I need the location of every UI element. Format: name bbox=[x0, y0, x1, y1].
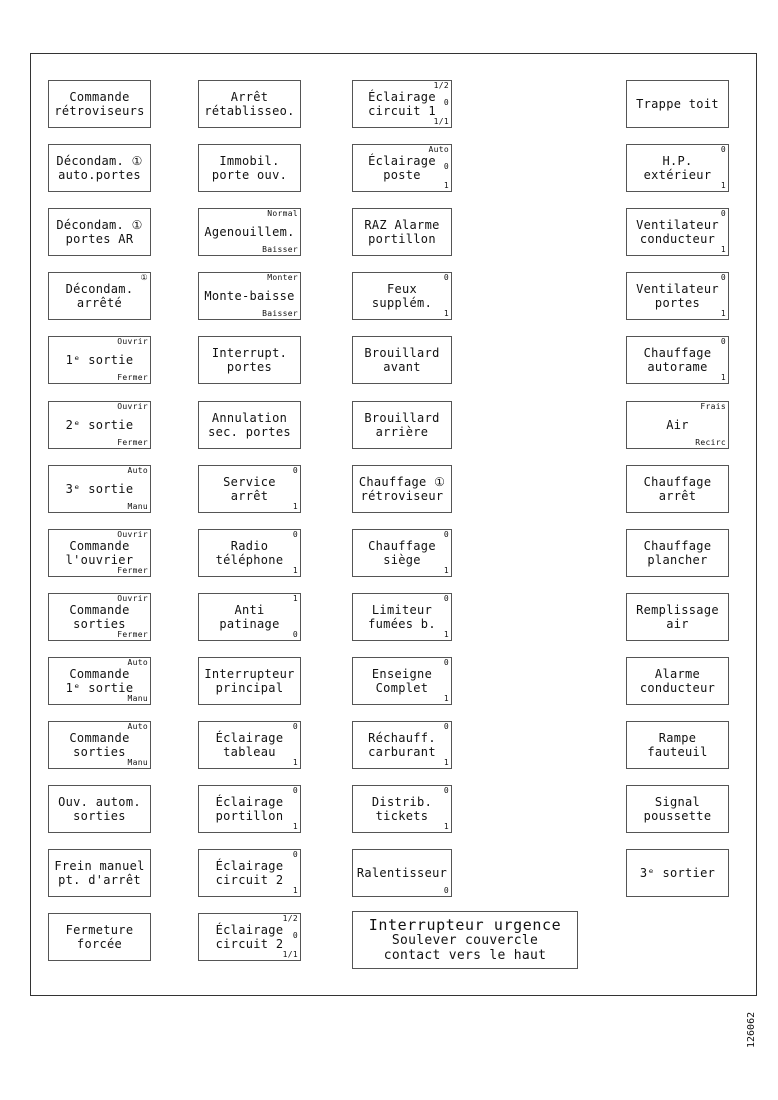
switch-position-top: 0 bbox=[292, 465, 298, 475]
switch-distrib-tickets[interactable] bbox=[352, 785, 452, 833]
switch-position-top: 0 bbox=[443, 593, 449, 603]
switch-position-bottom: Fermer bbox=[117, 565, 148, 575]
switch-label-line2: avant bbox=[383, 360, 421, 375]
switch-label-line2: porte ouv. bbox=[211, 168, 288, 183]
switch-chauffage-autorame[interactable] bbox=[626, 336, 729, 384]
switch-label-line2: portillon bbox=[368, 232, 436, 247]
switch-label-line2: rétablisseo. bbox=[204, 104, 295, 118]
switch-3-sortier[interactable] bbox=[626, 849, 729, 897]
switch-label-line1: Air bbox=[666, 417, 689, 432]
switch-label-line2: autorame bbox=[647, 360, 708, 375]
switch-label-line2: sorties bbox=[73, 745, 126, 759]
switch-position-bottom: 1 bbox=[720, 309, 726, 319]
switch-position-top: 0 bbox=[292, 722, 298, 731]
switch-eclairage-portillon[interactable] bbox=[198, 785, 301, 833]
switch-1-sortie[interactable] bbox=[48, 336, 151, 384]
switch-position-bottom: Manu bbox=[127, 758, 148, 767]
switch-label-line2: l'ouvrier bbox=[65, 552, 134, 567]
switch-rampe-fauteuil[interactable] bbox=[626, 721, 729, 769]
switch-label-line1: Remplissage bbox=[636, 602, 719, 617]
switch-label-line1: Service bbox=[223, 474, 276, 489]
switch-position-bottom: Fermer bbox=[117, 373, 148, 383]
switch-label-line1: Chauffage ① bbox=[358, 474, 446, 489]
switch-annulation-sec-portes[interactable] bbox=[198, 401, 301, 449]
switch-ventilateur-portes[interactable] bbox=[626, 272, 729, 320]
switch-position-bottom: 0 bbox=[443, 886, 449, 896]
switch-label-line1: Interrupteur bbox=[204, 666, 295, 681]
switch-label-line1: Enseigne bbox=[371, 666, 433, 681]
switch-label-line1: Trappe toit bbox=[636, 97, 719, 111]
switch-decondam-arrete[interactable] bbox=[48, 272, 151, 320]
switch-position-bottom: 1 bbox=[443, 822, 449, 832]
switch-label-line2: extérieur bbox=[643, 168, 712, 183]
switch-position-bottom: Fermer bbox=[117, 437, 148, 447]
switch-label-line2: carburant bbox=[368, 745, 436, 759]
switch-label-line1: 3ᵉ sortie bbox=[65, 481, 134, 496]
switch-label-line1: Commande bbox=[69, 666, 130, 681]
switch-label-line1: Réchauff. bbox=[368, 731, 436, 745]
switch-label-line1: Brouillard bbox=[364, 346, 440, 361]
switch-rechauff-carburant[interactable] bbox=[352, 721, 452, 769]
switch-fermeture-forcee[interactable] bbox=[48, 913, 151, 961]
emergency-switch-instruction-2: contact vers le haut bbox=[383, 947, 547, 963]
switch-position-bottom: 1 bbox=[292, 886, 298, 896]
switch-alarme-conducteur[interactable] bbox=[626, 657, 729, 705]
switch-label-line1: Décondam. ① bbox=[56, 218, 143, 233]
switch-position-bottom: 1 bbox=[720, 245, 726, 255]
switch-label-line1: Annulation bbox=[211, 410, 288, 425]
switch-label-line2: sec. portes bbox=[208, 424, 291, 439]
switch-position-bottom: Baisser bbox=[262, 245, 298, 255]
switch-label-line1: Commande bbox=[69, 90, 130, 104]
switch-label-line1: Éclairage bbox=[215, 859, 284, 874]
switch-label-line2: fumées b. bbox=[368, 616, 436, 631]
switch-label-line2: auto.portes bbox=[58, 168, 141, 183]
switch-label-line2: arrêté bbox=[76, 296, 123, 311]
switch-label-line2: principal bbox=[215, 680, 284, 695]
switch-interrupt-portes[interactable] bbox=[198, 336, 301, 384]
switch-label-line2: supplém. bbox=[371, 296, 433, 311]
switch-label-line2: arrêt bbox=[658, 488, 697, 503]
switch-anti-patinage[interactable] bbox=[198, 593, 301, 641]
switch-position-bottom: 1 bbox=[720, 373, 726, 383]
switch-position-bottom: Recirc bbox=[695, 437, 726, 447]
switch-label-line1: Chauffage bbox=[643, 538, 712, 553]
switch-decondam-auto-portes[interactable] bbox=[48, 144, 151, 192]
switch-position-bottom: Manu bbox=[127, 693, 148, 703]
switch-position-top: Ouvrir bbox=[117, 529, 148, 539]
switch-label-line2: circuit 2 bbox=[215, 873, 284, 888]
emergency-switch-title: Interrupteur urgence bbox=[368, 915, 562, 934]
switch-position-top: 0 bbox=[443, 786, 449, 796]
switch-label-line2: rétroviseurs bbox=[54, 104, 145, 118]
switch-label-line1: Feux bbox=[386, 282, 418, 297]
switch-brouillard-arriere[interactable] bbox=[352, 401, 452, 449]
switch-label-line2: sorties bbox=[73, 616, 126, 631]
switch-position-top: 0 bbox=[292, 786, 298, 796]
switch-label-line1: RAZ Alarme bbox=[364, 218, 440, 233]
switch-label-line1: 2ᵉ sortie bbox=[65, 417, 134, 432]
switch-label-line1: Fermeture bbox=[65, 923, 134, 938]
switch-position-middle: 0 bbox=[443, 162, 449, 172]
switch-position-top: 0 bbox=[720, 273, 726, 283]
switch-arret-retablisseo[interactable] bbox=[198, 80, 301, 128]
switch-position-bottom: 1 bbox=[720, 181, 726, 191]
switch-chauffage-siege[interactable] bbox=[352, 529, 452, 577]
switch-label-line2: Complet bbox=[375, 680, 429, 695]
switch-ralentisseur[interactable] bbox=[352, 849, 452, 897]
switch-position-top: Auto bbox=[428, 145, 449, 155]
switch-commande-1-sortie[interactable] bbox=[48, 657, 151, 705]
switch-eclairage-poste[interactable] bbox=[352, 144, 452, 192]
switch-label-line1: Chauffage bbox=[643, 474, 712, 489]
switch-position-middle: 0 bbox=[443, 98, 449, 107]
switch-position-bottom: 1 bbox=[443, 693, 449, 703]
switch-position-top: Normal bbox=[267, 209, 298, 219]
switch-position-bottom: 1 bbox=[443, 181, 449, 191]
switch-trappe-toit[interactable] bbox=[626, 80, 729, 128]
switch-position-top: 0 bbox=[720, 209, 726, 219]
switch-position-bottom: 1 bbox=[443, 565, 449, 575]
switch-label-line1: Éclairage bbox=[215, 923, 284, 938]
switch-label-line2: forcée bbox=[76, 937, 123, 952]
switch-label-line1: Arrêt bbox=[230, 90, 269, 104]
switch-label-line2: portes AR bbox=[65, 232, 134, 247]
switch-position-bottom: 1 bbox=[292, 822, 298, 832]
switch-label-line1: Rampe bbox=[658, 731, 697, 745]
switch-brouillard-avant[interactable] bbox=[352, 336, 452, 384]
switch-position-top: 0 bbox=[720, 337, 726, 347]
switch-label-line2: poussette bbox=[643, 809, 712, 824]
switch-eclairage-circuit-1[interactable] bbox=[352, 80, 452, 128]
switch-chauffage-plancher[interactable] bbox=[626, 529, 729, 577]
switch-commande-l-ouvrier[interactable] bbox=[48, 529, 151, 577]
switch-label-line1: Agenouillem. bbox=[204, 225, 295, 240]
switch-monte-baisse[interactable] bbox=[198, 272, 301, 320]
switch-position-bottom: 0 bbox=[292, 629, 298, 639]
switch-position-top: 0 bbox=[443, 657, 449, 667]
switch-label-line1: Commande bbox=[69, 538, 130, 553]
switch-label-line1: Frein manuel bbox=[54, 859, 145, 874]
switch-label-line1: Alarme bbox=[654, 666, 701, 681]
switch-remplissage-air[interactable] bbox=[626, 593, 729, 641]
switch-2-sortie[interactable] bbox=[48, 401, 151, 449]
switch-position-bottom: 1 bbox=[443, 309, 449, 319]
switch-label-line2: circuit 2 bbox=[215, 937, 284, 952]
switch-label-line1: Distrib. bbox=[371, 795, 433, 810]
switch-position-top: 1/2 bbox=[282, 914, 298, 924]
switch-label-line2: patinage bbox=[219, 616, 280, 631]
switch-label-line1: Interrupt. bbox=[211, 346, 288, 361]
switch-chauffage-retroviseur[interactable] bbox=[352, 465, 452, 513]
switch-position-top: 1/2 bbox=[433, 81, 449, 90]
switch-label-line2: portes bbox=[226, 360, 273, 375]
switch-enseigne-complet[interactable] bbox=[352, 657, 452, 705]
switch-position-top: Auto bbox=[127, 722, 148, 731]
switch-commande-sorties[interactable] bbox=[48, 721, 151, 769]
switch-position-top: 0 bbox=[292, 529, 298, 539]
switch-label-line2: portillon bbox=[215, 809, 284, 824]
switch-label-line2: rétroviseur bbox=[360, 488, 444, 503]
switch-agenouillem[interactable] bbox=[198, 208, 301, 256]
switch-service-arret[interactable] bbox=[198, 465, 301, 513]
switch-label-line1: Commande bbox=[69, 602, 130, 617]
switch-position-bottom: 1/1 bbox=[282, 950, 298, 960]
switch-immobil-porte-ouv[interactable] bbox=[198, 144, 301, 192]
switch-eclairage-circuit-2[interactable] bbox=[198, 913, 301, 961]
switch-position-top: Ouvrir bbox=[117, 337, 148, 347]
switch-position-top: Auto bbox=[127, 657, 148, 667]
switch-label-line1: Chauffage bbox=[643, 346, 712, 361]
switch-label-line1: Éclairage bbox=[215, 795, 284, 810]
switch-label-line1: 3ᵉ sortier bbox=[639, 866, 716, 881]
switch-frein-manuel-pt-d-arret[interactable] bbox=[48, 849, 151, 897]
switch-interrupteur-principal[interactable] bbox=[198, 657, 301, 705]
switch-label-line2: air bbox=[666, 616, 689, 631]
switch-3-sortie[interactable] bbox=[48, 465, 151, 513]
switch-position-top: Auto bbox=[127, 465, 148, 475]
switch-label-line1: Limiteur bbox=[371, 602, 433, 617]
switch-label-line1: Chauffage bbox=[368, 538, 436, 553]
switch-label-line1: Signal bbox=[654, 795, 701, 810]
reference-number: 126062 bbox=[746, 1011, 757, 1048]
switch-raz-alarme-portillon[interactable] bbox=[352, 208, 452, 256]
switch-label-line1: Brouillard bbox=[364, 410, 440, 425]
switch-position-middle: 0 bbox=[292, 931, 298, 941]
switch-position-top: 0 bbox=[720, 145, 726, 155]
switch-label-line1: Commande bbox=[69, 731, 130, 745]
switch-label-line1: Anti bbox=[234, 602, 265, 617]
switch-label-line1: Ouv. autom. bbox=[58, 795, 141, 810]
switch-label-line2: portes bbox=[654, 296, 701, 311]
switch-position-top: 0 bbox=[443, 722, 449, 731]
switch-label-line2: téléphone bbox=[215, 552, 284, 567]
switch-eclairage-tableau[interactable] bbox=[198, 721, 301, 769]
switch-label-line1: Ralentisseur bbox=[356, 866, 448, 881]
emergency-switch-instruction: Soulever couvercle bbox=[391, 932, 539, 948]
switch-label-line1: Immobil. bbox=[219, 154, 280, 169]
switch-label-line2: tableau bbox=[223, 745, 276, 759]
switch-label-line1: Éclairage bbox=[215, 731, 284, 745]
switch-position-bottom: 1 bbox=[443, 629, 449, 639]
switch-label-line1: 1ᵉ sortie bbox=[65, 353, 134, 368]
switch-label-line2: siège bbox=[383, 552, 421, 567]
switch-label-line1: Radio bbox=[230, 538, 269, 553]
switch-label-line2: conducteur bbox=[639, 680, 716, 695]
switch-position-top: Frais bbox=[700, 401, 726, 411]
switch-eclairage-circuit-2[interactable] bbox=[198, 849, 301, 897]
switch-label-line2: circuit 1 bbox=[368, 104, 436, 118]
emergency-switch-button[interactable] bbox=[352, 911, 578, 969]
switch-label-line2: sorties bbox=[73, 809, 126, 824]
switch-label-line2: conducteur bbox=[639, 232, 716, 247]
switch-position-bottom: 1 bbox=[443, 758, 449, 767]
switch-h-p-exterieur[interactable] bbox=[626, 144, 729, 192]
switch-feux-supplem[interactable] bbox=[352, 272, 452, 320]
switch-label-line1: H.P. bbox=[662, 154, 693, 169]
switch-position-top: Ouvrir bbox=[117, 593, 148, 603]
switch-ventilateur-conducteur[interactable] bbox=[626, 208, 729, 256]
switch-position-bottom: 1 bbox=[292, 758, 298, 767]
switch-label-line1: Ventilateur bbox=[636, 282, 719, 297]
switch-label-line1: Ventilateur bbox=[636, 218, 719, 233]
switch-position-top: 0 bbox=[443, 273, 449, 283]
switch-label-line1: Monte-baisse bbox=[204, 289, 295, 304]
switch-ouv-autom-sorties[interactable] bbox=[48, 785, 151, 833]
switch-label-line2: tickets bbox=[375, 809, 429, 824]
switch-label-line2: poste bbox=[383, 168, 421, 183]
switch-signal-poussette[interactable] bbox=[626, 785, 729, 833]
switch-chauffage-arret[interactable] bbox=[626, 465, 729, 513]
switch-label-line2: 1ᵉ sortie bbox=[65, 680, 134, 695]
switch-position-bottom: 1/1 bbox=[433, 117, 449, 126]
switch-position-top: ① bbox=[140, 273, 148, 283]
switch-limiteur-fumees-b[interactable] bbox=[352, 593, 452, 641]
switch-position-bottom: Baisser bbox=[262, 309, 298, 319]
switch-label-line1: Éclairage bbox=[368, 154, 436, 169]
switch-commande-retroviseurs[interactable] bbox=[48, 80, 151, 128]
switch-commande-sorties[interactable] bbox=[48, 593, 151, 641]
switch-position-bottom: Manu bbox=[127, 501, 148, 511]
switch-label-line2: arrêt bbox=[230, 488, 269, 503]
switch-position-top: Monter bbox=[267, 273, 298, 283]
switch-position-bottom: Fermer bbox=[117, 629, 148, 639]
switch-label-line2: pt. d'arrêt bbox=[58, 873, 141, 888]
switch-radio-telephone[interactable] bbox=[198, 529, 301, 577]
switch-label-line2: plancher bbox=[647, 552, 708, 567]
switch-decondam-portes-ar[interactable] bbox=[48, 208, 151, 256]
switch-label-line2: arrière bbox=[375, 424, 429, 439]
switch-position-top: 0 bbox=[443, 529, 449, 539]
switch-position-bottom: 1 bbox=[292, 501, 298, 511]
switch-air[interactable] bbox=[626, 401, 729, 449]
switch-position-top: Ouvrir bbox=[117, 401, 148, 411]
switch-label-line1: Décondam. ① bbox=[56, 154, 143, 169]
switch-position-bottom: 1 bbox=[292, 565, 298, 575]
switch-label-line1: Éclairage bbox=[368, 90, 436, 104]
switch-position-top: 0 bbox=[292, 850, 298, 860]
switch-label-line2: fauteuil bbox=[647, 745, 708, 759]
switch-label-line1: Décondam. bbox=[65, 282, 134, 297]
switch-position-top: 1 bbox=[292, 593, 298, 603]
